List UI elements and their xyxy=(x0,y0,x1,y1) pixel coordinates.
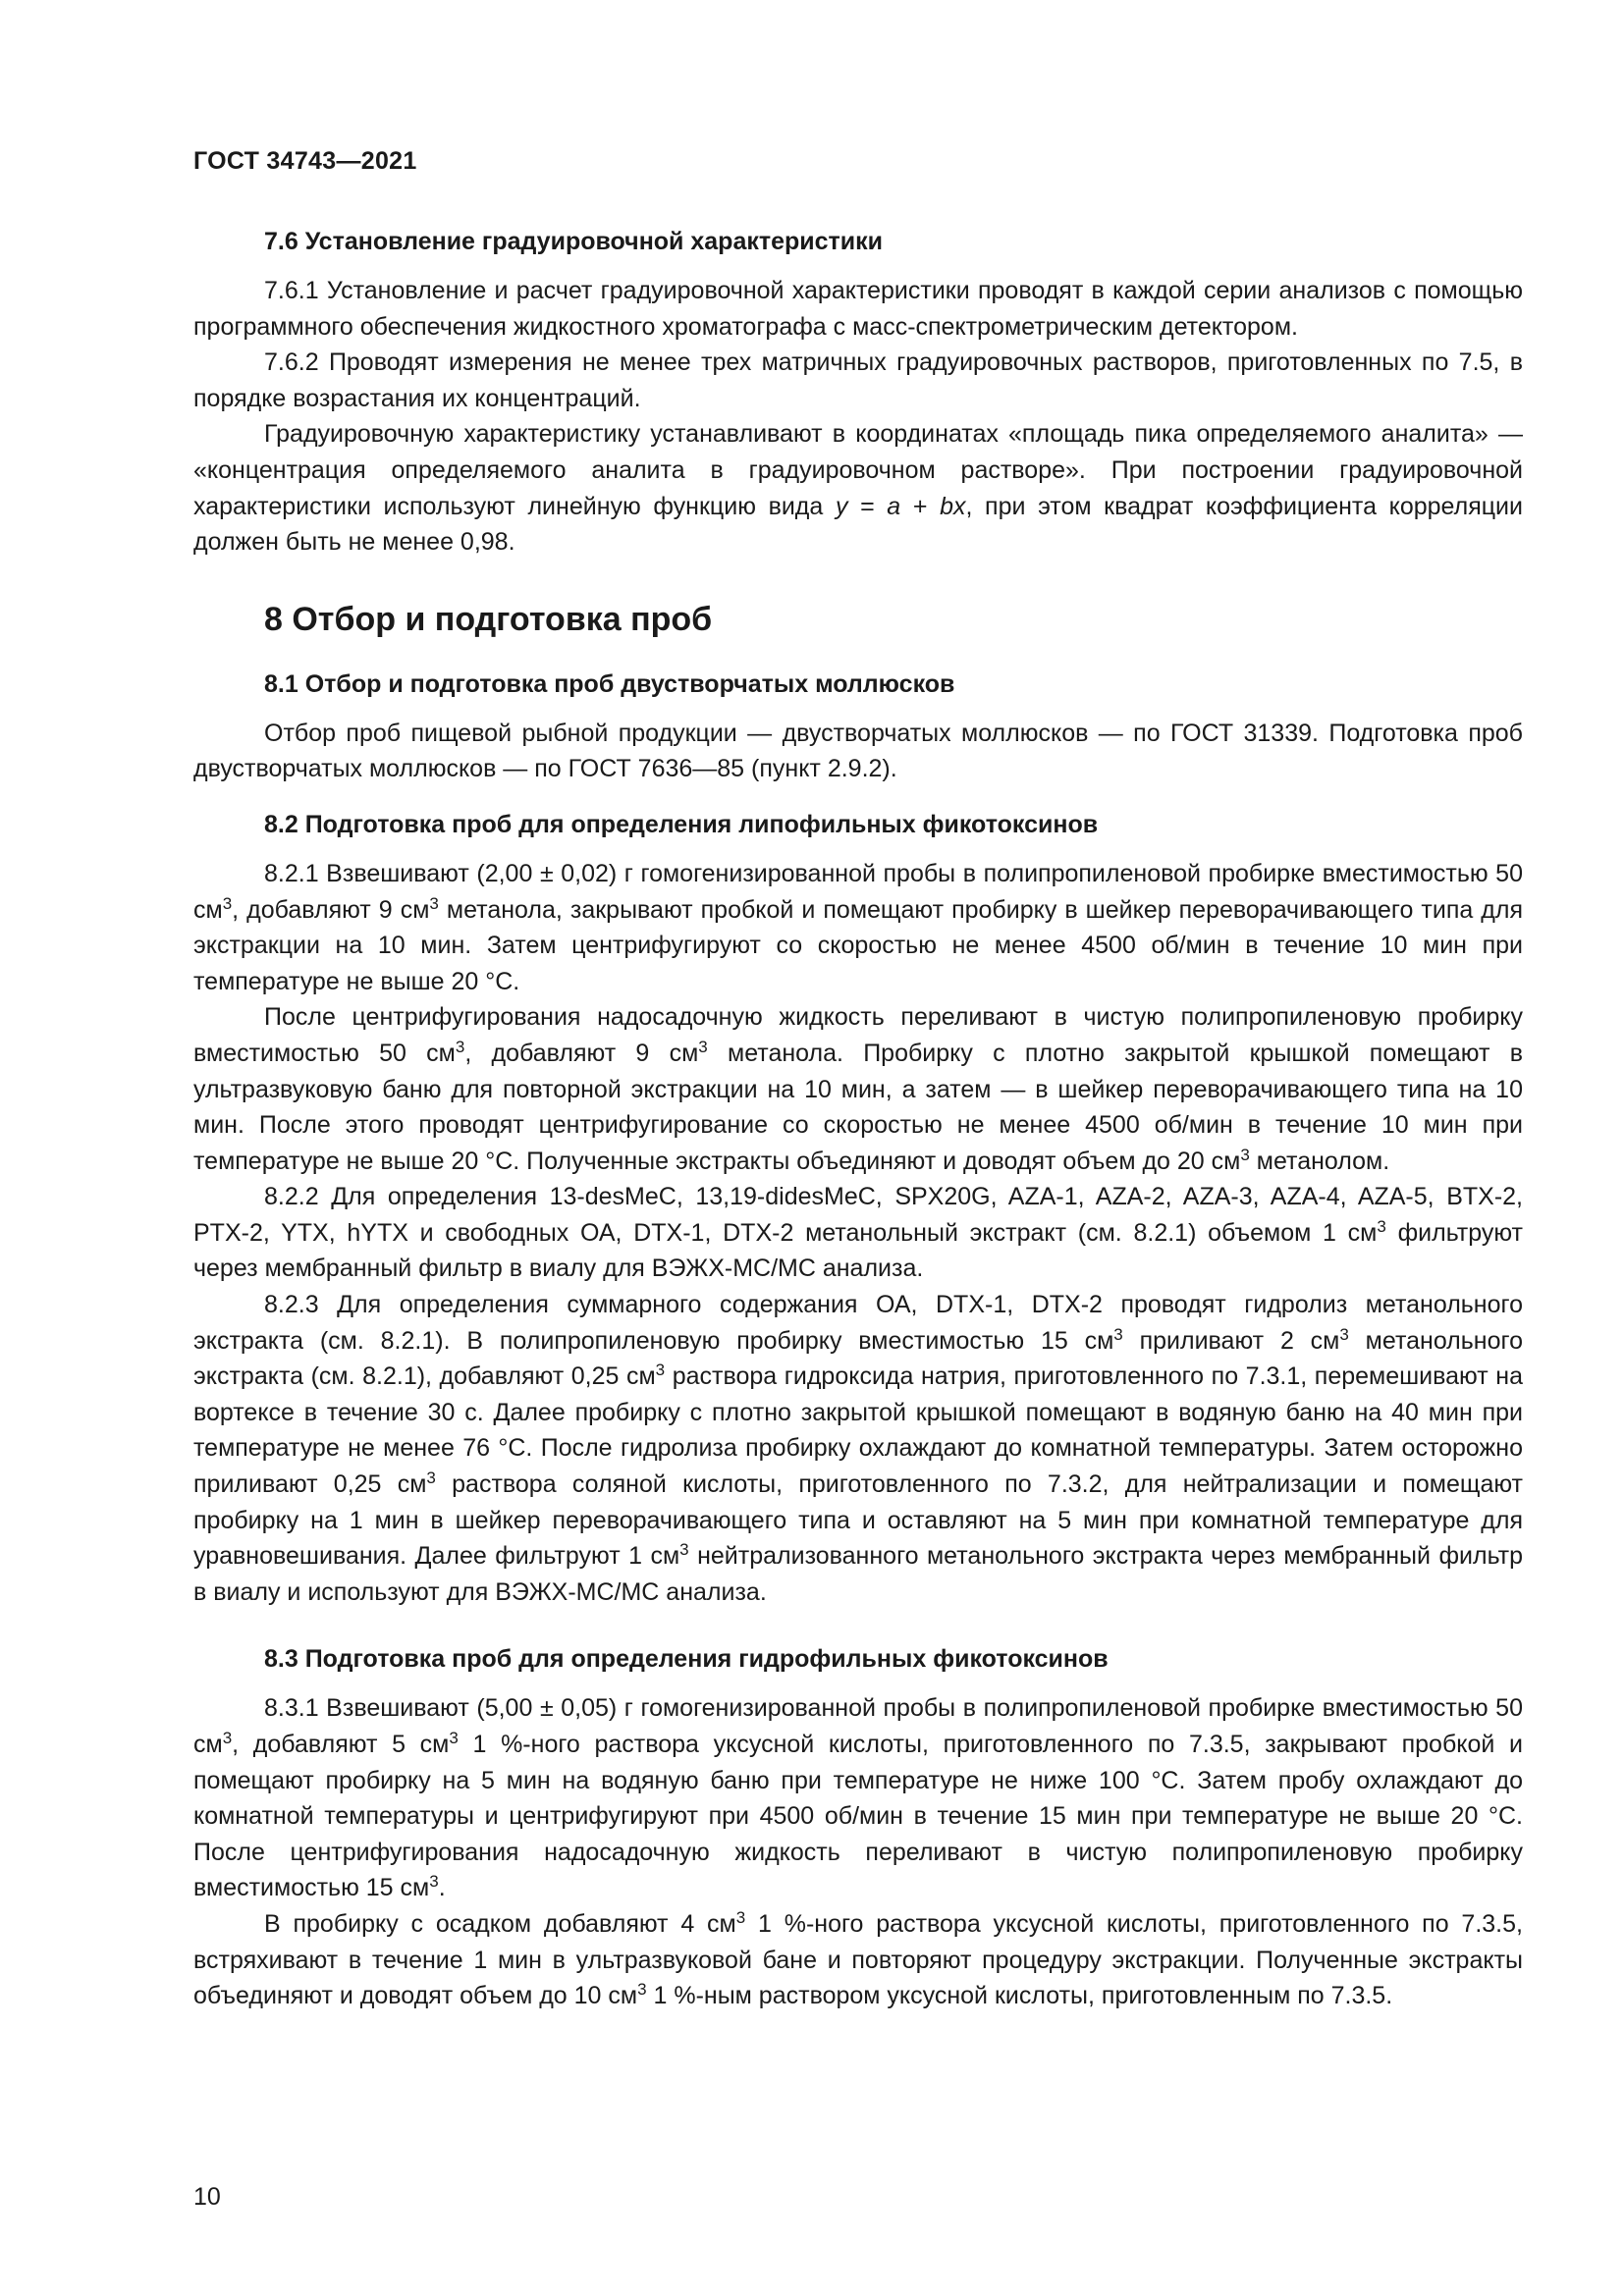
paragraph-8-3-1-cont: В пробирку с осадком добавляют 4 $см^3$ 1 %-ного раствора уксусной кислоты, приготовленного по 7.3.5, встряхивают в течение 1 мин в ультразвуковой бане и повторяют процедуру экстракции. Полученные экстракты объединяют и доводят объем до 10 $см^3$ 1 %-ным раствором уксусной кислоты, приготовленным по 7.3.5. xyxy=(193,1907,1523,2010)
paragraph-7-6-1: 7.6.1 Установление и расчет градуировочной характеристики проводят в каждой серии анализов с помощью программного обеспечения жидкостного хроматографа с масс-спектрометрическим детектором. xyxy=(193,277,1523,341)
section-8-3-heading: 8.3 Подготовка проб для определения гидрофильных фикотоксинов xyxy=(264,1645,1109,1674)
paragraph-7-6-2: 7.6.2 Проводят измерения не менее трех матричных градуировочных растворов, приготовленных по 7.5, в порядке возрастания их концентраций. xyxy=(193,348,1523,412)
paragraph-8-2-3: 8.2.3 Для определения суммарного содержания ОА, DTX-1, DTX-2 проводят гидролиз метанольного экстракта (см. 8.2.1). В полипропиленовую пробирку вместимостью 15 $см^3$ приливают 2 $см^3$ метанольного экстракта (см. 8.2.1), добавляют 0,25 $см^3$ раствора гидроксида натрия, приготовленного по 7.3.1, перемешивают на вортексе в течение 30 с. Далее пробирку с плотно закрытой крышкой помещают в водяную баню на 40 мин при температуре не менее 76 °С. После гидролиза пробирку охлаждают до комнатной температуры. Затем осторожно приливают 0,25 $см^3$ раствора соляной кислоты, приготовленного по 7.3.2, для нейтрализации и помещают пробирку на 1 мин в шейкер переворачивающего типа и оставляют на 5 мин при комнатной температуре для уравновешивания. Далее фильтруют 1 $см^3$ нейтрализованного метанольного экстракта через мембранный фильтр в виалу и используют для ВЭЖХ-МС/МС анализа. xyxy=(193,1291,1523,1606)
section-8-heading: 8 Отбор и подготовка проб xyxy=(264,600,713,638)
page-body xyxy=(193,224,1523,2014)
section-8-1-heading: 8.1 Отбор и подготовка проб двустворчатых моллюсков xyxy=(264,669,955,698)
document-header: ГОСТ 34743—2021 xyxy=(193,147,417,175)
paragraph-8-2-2: 8.2.2 Для определения 13-desMeC, 13,19-didesMeC, SPX20G, AZA-1, AZA-2, AZA-3, AZA-4, AZA-5, BTX-2, PTX-2, YTX, hYTX и свободных ОА, DTX-1, DTX-2 метанольный экстракт (см. 8.2.1) объемом 1 $см^3$ фильтруют через мембранный фильтр в виалу для ВЭЖХ-МС/МС анализа. xyxy=(193,1183,1523,1283)
paragraph-8-3-1: 8.3.1 Взвешивают (5,00 ± 0,05) г гомогенизированной пробы в полипропиленовой пробирке вместимостью 50 $см^3$, добавляют 5 $см^3$ 1 %-ного раствора уксусной кислоты, приготовленного по 7.3.5, закрывают пробкой и помещают пробирку на 5 мин на водяную баню при температуре не ниже 100 °С. Затем пробу охлаждают до комнатной температуры и центрифугируют при 4500 об/мин в течение 15 мин при температуре не выше 20 °С. После центрифугирования надосадочную жидкость переливают в чистую полипропиленовую пробирку вместимостью 15 $см^3$. xyxy=(193,1694,1524,1902)
paragraph-7-6-calibration: Градуировочную характеристику устанавливают в координатах «площадь пика определяемого аналита» — «концентрация определяемого аналита в градуировочном растворе». При построении градуировочной характеристики используют линейную функцию вида y = a + bx, при этом квадрат коэффициента корреляции должен быть не менее 0,98. xyxy=(193,420,1523,557)
page-number: 10 xyxy=(193,2183,221,2211)
paragraph-8-1: Отбор проб пищевой рыбной продукции — двустворчатых моллюсков — по ГОСТ 31339. Подготовка проб двустворчатых моллюсков — по ГОСТ 7636—85 (пункт 2.9.2). xyxy=(193,719,1523,783)
section-8-2-heading: 8.2 Подготовка проб для определения липофильных фикотоксинов xyxy=(264,810,1099,838)
paragraph-8-2-1-cont: После центрифугирования надосадочную жидкость переливают в чистую полипропиленовую пробирку вместимостью 50 $см^3$, добавляют 9 $см^3$ метанола. Пробирку с плотно закрытой крышкой помещают в ультразвуковую баню для повторной экстракции на 10 мин, а затем — в шейкер переворачивающего типа на 10 мин. После этого проводят центрифугирование со скоростью не менее 4500 об/мин в течение 10 мин при температуре не выше 20 °С. Полученные экстракты объединяют и доводят объем до 20 $см^3$ метанолом. xyxy=(193,1003,1523,1175)
section-7-6-heading: 7.6 Установление градуировочной характеристики xyxy=(264,228,884,255)
paragraph-8-2-1: 8.2.1 Взвешивают (2,00 ± 0,02) г гомогенизированной пробы в полипропиленовой пробирке вместимостью 50 $см^3$, добавляют 9 $см^3$ метанола, закрывают пробкой и помещают пробирку в шейкер переворачивающего типа для экстракции на 10 мин. Затем центрифугируют со скоростью не менее 4500 об/мин в течение 10 мин при температуре не выше 20 °С. xyxy=(193,859,1523,995)
